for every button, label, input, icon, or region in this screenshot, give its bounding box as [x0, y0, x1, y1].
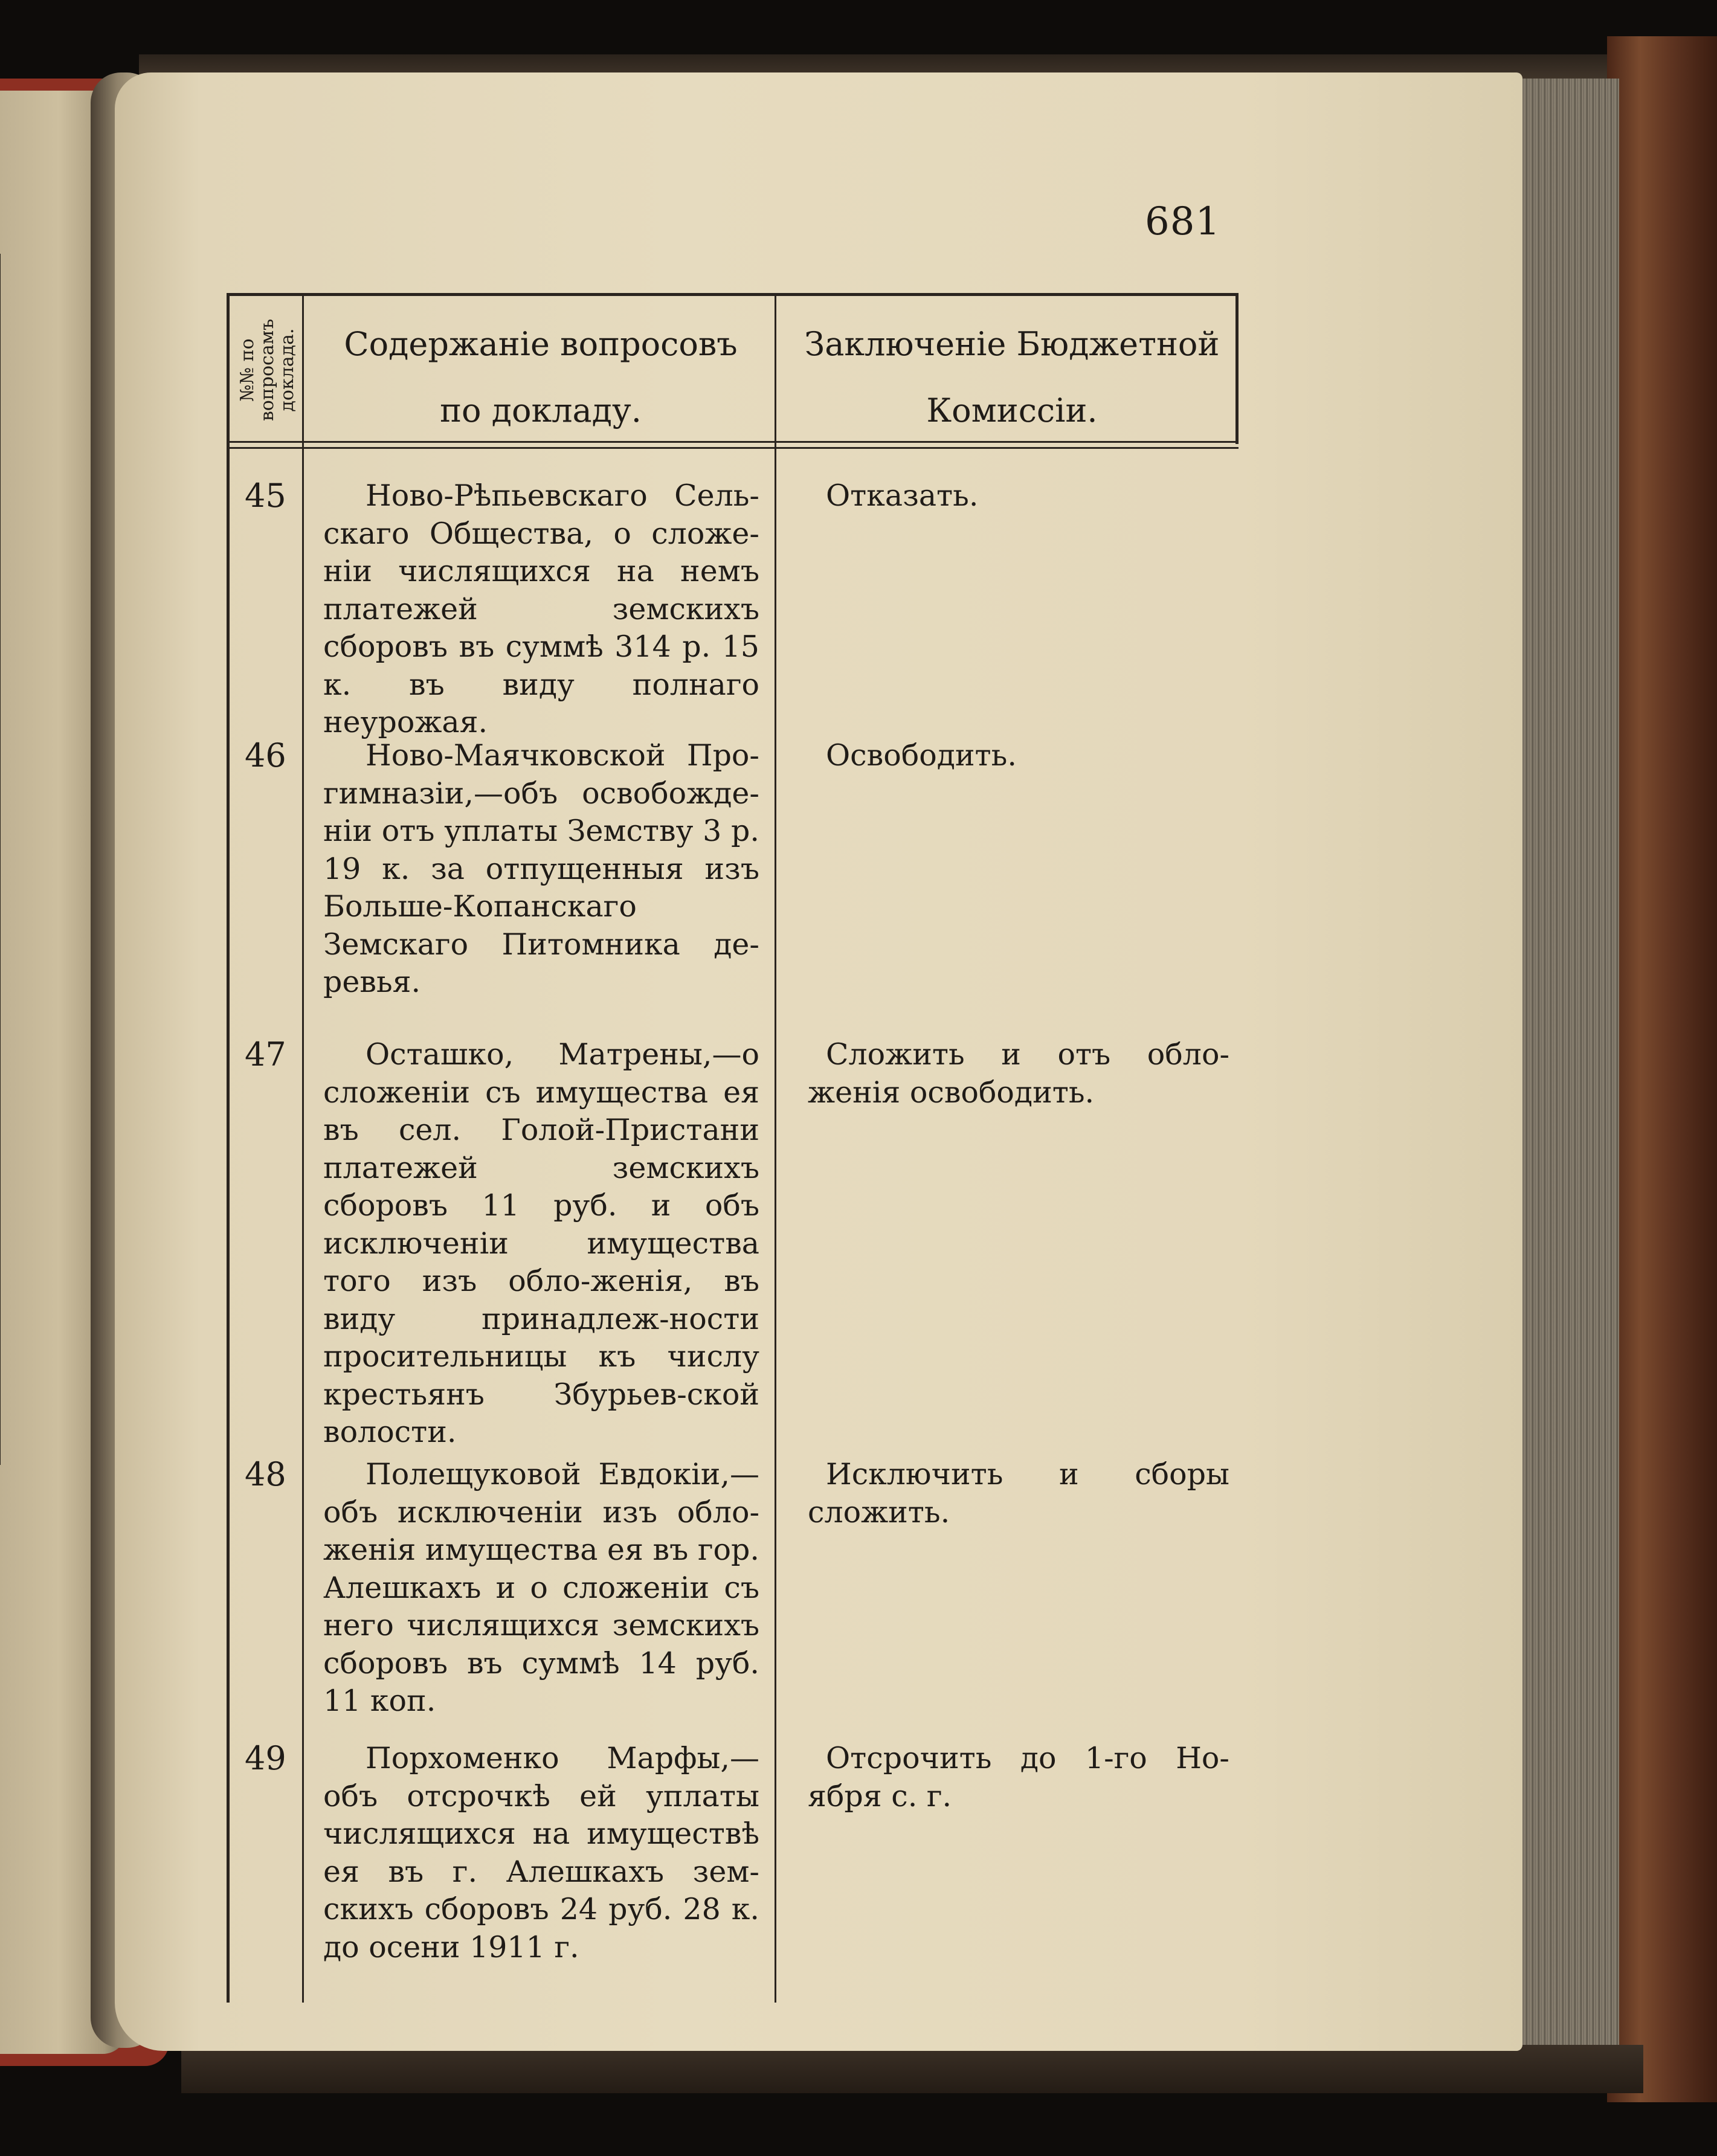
- row-conclusion: Исключить и сборы сложить.: [808, 1457, 1229, 1530]
- report-table: [227, 293, 1239, 2003]
- row-content: Осташко, Матрены,—о сложеніи съ имущества ея въ сел. Голой-Пристани платежей земскихъ сборовъ 11 руб. и объ исключеніи имущества того изъ обло-женія, въ виду принадлеж-ности просительницы къ числу крестьянъ Збурьев-ской волости.: [323, 1037, 759, 1449]
- row-conclusion: Сложить и отъ обло-женія освободить.: [808, 1037, 1229, 1110]
- row-content: Ново-Рѣпьевскаго Сель-скаго Общества, о сложе-ніи числящихся на немъ платежей земскихъ сборовъ въ суммѣ 314 р. 15 к. въ виду полнаго неурожая.: [323, 478, 759, 739]
- table-rule: [227, 293, 1239, 296]
- table-rule: [1235, 293, 1239, 444]
- row-conclusion: Отсрочить до 1-го Но-ября с. г.: [808, 1741, 1229, 1813]
- header-conclusion: Заключеніе Бюджетной Комиссіи.: [804, 325, 1220, 430]
- table-rule: [302, 293, 304, 2003]
- book-cover-edge: [1607, 36, 1717, 2102]
- row-number: 45: [245, 477, 286, 515]
- row-number: 48: [245, 1455, 286, 1493]
- row-content: Ново-Маячковской Про-гимназіи,—объ освобожде-ніи отъ уплаты Земству 3 р. 19 к. за отпущенныя изъ Больше-Копанскаго Земскаго Питомника де-ревья.: [323, 738, 759, 999]
- table-rule: [227, 293, 230, 2003]
- left-page-rule: [0, 254, 1, 1465]
- header-number-label: №№ по вопросамъ доклада.: [237, 318, 298, 422]
- row-conclusion: Отказать.: [826, 478, 979, 513]
- row-number: 46: [245, 736, 286, 774]
- row-content: Порхоменко Марфы,—объ отсрочкѣ ей уплаты числящихся на имуществѣ ея въ г. Алешкахъ зем-скихъ сборовъ 24 руб. 28 к. до осени 1911 г.: [323, 1741, 759, 1965]
- header-content: Содержаніе вопросовъ по докладу.: [344, 325, 738, 430]
- header-number: [239, 305, 296, 435]
- book-bottom-edge: [181, 2045, 1643, 2093]
- table-rule: [227, 447, 1239, 449]
- row-conclusion: Освободить.: [826, 738, 1017, 773]
- row-number: 49: [245, 1739, 286, 1777]
- row-number: 47: [245, 1035, 286, 1073]
- row-content: Полещуковой Евдокіи,—объ исключеніи изъ обло-женія имущества ея въ гор. Алешкахъ и о сложеніи съ него числящихся земскихъ сборовъ въ суммѣ 14 руб. 11 коп.: [323, 1457, 759, 1718]
- table-rule: [775, 293, 776, 2003]
- page-number: 681: [1145, 199, 1221, 244]
